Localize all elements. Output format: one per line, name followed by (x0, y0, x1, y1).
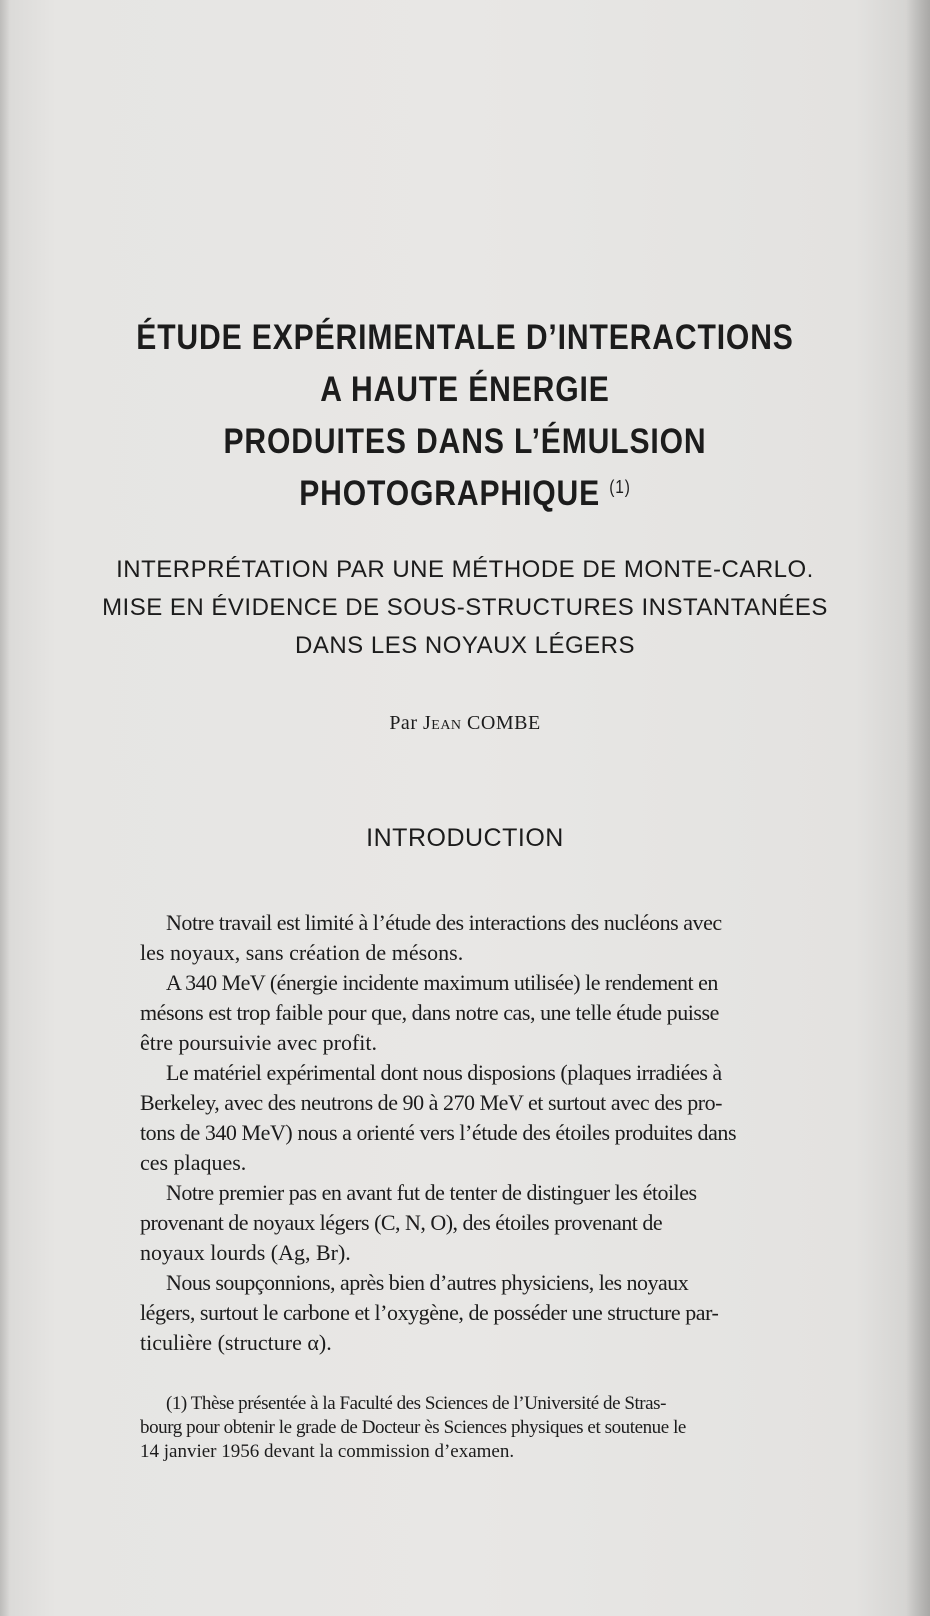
title-line-2: A HAUTE ÉNERGIE (320, 370, 610, 409)
body-line: provenant de noyaux légers (C, N, O), des étoiles provenant de (140, 1210, 663, 1235)
body-line: Notre premier pas en avant fut de tenter de distinguer les étoiles (166, 1180, 697, 1205)
footnote-line: bourg pour obtenir le grade de Docteur ès Sciences physiques et soutenue le (140, 1417, 686, 1438)
body-line: Le matériel expérimental dont nous disposions (plaques irradiées à (166, 1060, 722, 1085)
body-line: tons de 340 MeV) nous a orienté vers l’étude des étoiles produites dans (140, 1120, 737, 1145)
body-line: être poursuivie avec profit. (140, 1030, 378, 1055)
author-last-name: COMBE (467, 712, 541, 734)
title-word-photographique: PHOTOGRAPHIQUE (299, 474, 601, 513)
title-line-1: ÉTUDE EXPÉRIMENTALE D’INTERACTIONS (136, 318, 794, 357)
body-line: mésons est trop faible pour que, dans notre cas, une telle étude puisse (140, 1000, 719, 1025)
author-prefix: Par (389, 712, 418, 734)
body-line: Nous soupçonnions, après bien d’autres physiciens, les noyaux (166, 1270, 689, 1295)
subtitle-line-1: INTERPRÉTATION PAR UNE MÉTHODE DE MONTE-CARLO. (116, 556, 814, 583)
body-line: noyaux lourds (Ag, Br). (140, 1240, 351, 1265)
body-line: A 340 MeV (énergie incidente maximum utilisée) le rendement en (166, 970, 718, 995)
body-line: les noyaux, sans création de mésons. (140, 940, 464, 965)
section-heading: INTRODUCTION (366, 824, 564, 852)
author-byline (0, 712, 930, 735)
body-line: Berkeley, avec des neutrons de 90 à 270 MeV et surtout avec des pro- (140, 1090, 722, 1115)
subtitle-line-2: MISE EN ÉVIDENCE DE SOUS-STRUCTURES INSTANTANÉES (102, 594, 828, 621)
title-line-3: PRODUITES DANS L’ÉMULSION (223, 422, 707, 461)
subtitle-line-3: DANS LES NOYAUX LÉGERS (295, 632, 635, 659)
title-line-4 (65, 474, 865, 514)
footnote-line: 14 janvier 1956 devant la commission d’examen. (140, 1441, 515, 1462)
footnote-line: (1) Thèse présentée à la Faculté des Sciences de l’Université de Stras- (166, 1393, 666, 1414)
author-first-name: Jean (422, 712, 462, 734)
body-line: Notre travail est limité à l’étude des interactions des nucléons avec (166, 910, 722, 935)
body-line: ticulière (structure α). (140, 1330, 332, 1355)
page-right-edge-shadow (906, 0, 930, 1616)
body-line: ces plaques. (140, 1150, 247, 1175)
page-left-edge-shadow (0, 0, 10, 1616)
body-line: légers, surtout le carbone et l’oxygène, de posséder une structure par- (140, 1300, 719, 1325)
title-footnote-marker: (1) (609, 477, 631, 497)
